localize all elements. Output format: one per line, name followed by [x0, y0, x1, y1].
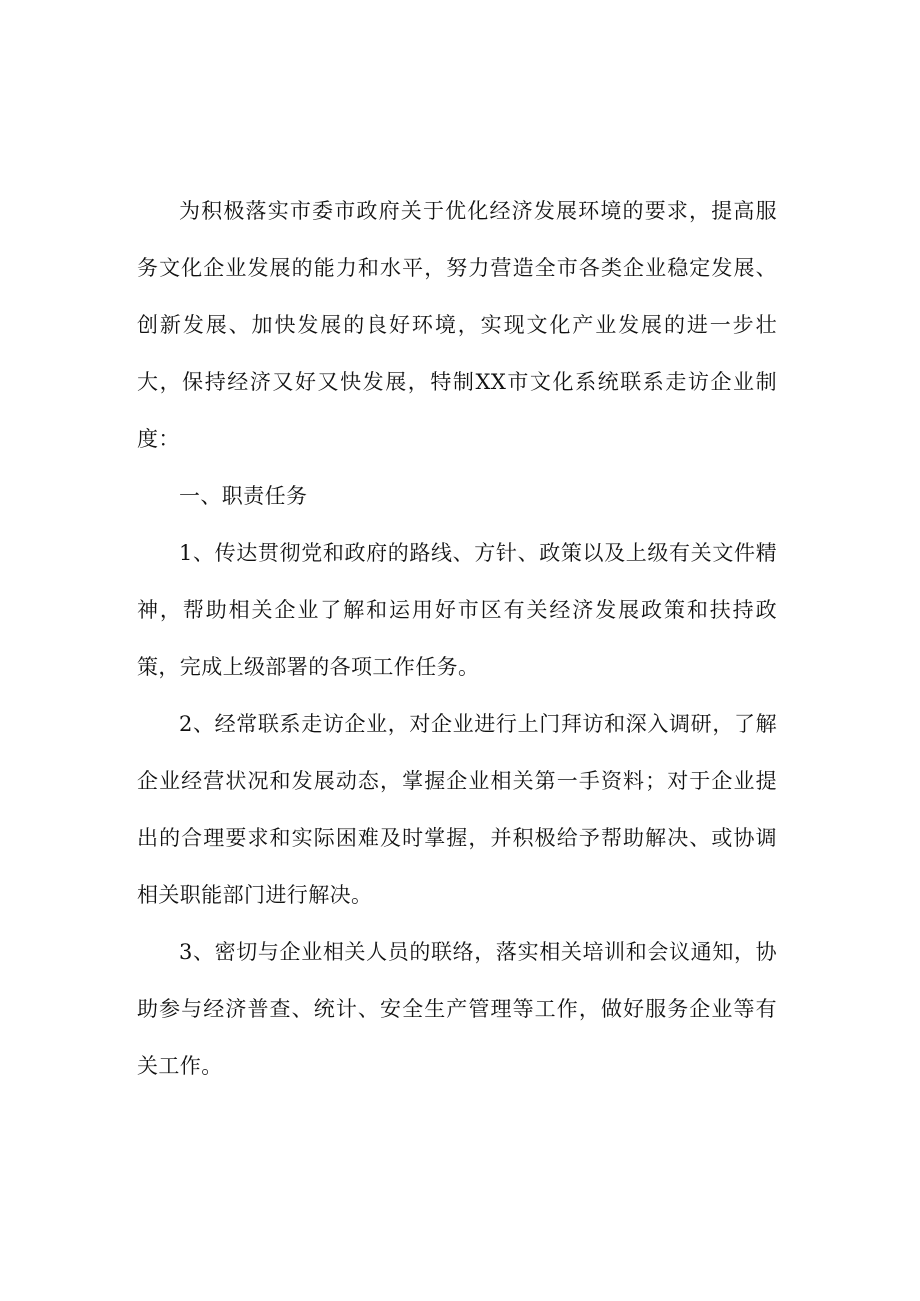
document-body	[137, 183, 777, 1095]
duty-item-3: 3、密切与企业相关人员的联络，落实相关培训和会议通知，协助参与经济普查、统计、安全生产管理等工作，做好服务企业等有关工作。	[137, 940, 777, 1078]
intro-paragraph: 为积极落实市委市政府关于优化经济发展环境的要求，提高服务文化企业发展的能力和水平，努力营造全市各类企业稳定发展、创新发展、加快发展的良好环境，实现文化产业发展的进一步壮大，保持经济又好又快发展，特制XX市文化系统联系走访企业制度：	[137, 199, 777, 451]
duty-item-2: 2、经常联系走访企业，对企业进行上门拜访和深入调研，了解企业经营状况和发展动态，掌握企业相关第一手资料；对于企业提出的合理要求和实际困难及时掌握，并积极给予帮助解决、或协调相关职能部门进行解决。	[137, 712, 777, 907]
duty-item-1: 1、传达贯彻党和政府的路线、方针、政策以及上级有关文件精神，帮助相关企业了解和运用好市区有关经济发展政策和扶持政策，完成上级部署的各项工作任务。	[137, 541, 777, 679]
section-heading-duties: 一、职责任务	[179, 484, 308, 508]
